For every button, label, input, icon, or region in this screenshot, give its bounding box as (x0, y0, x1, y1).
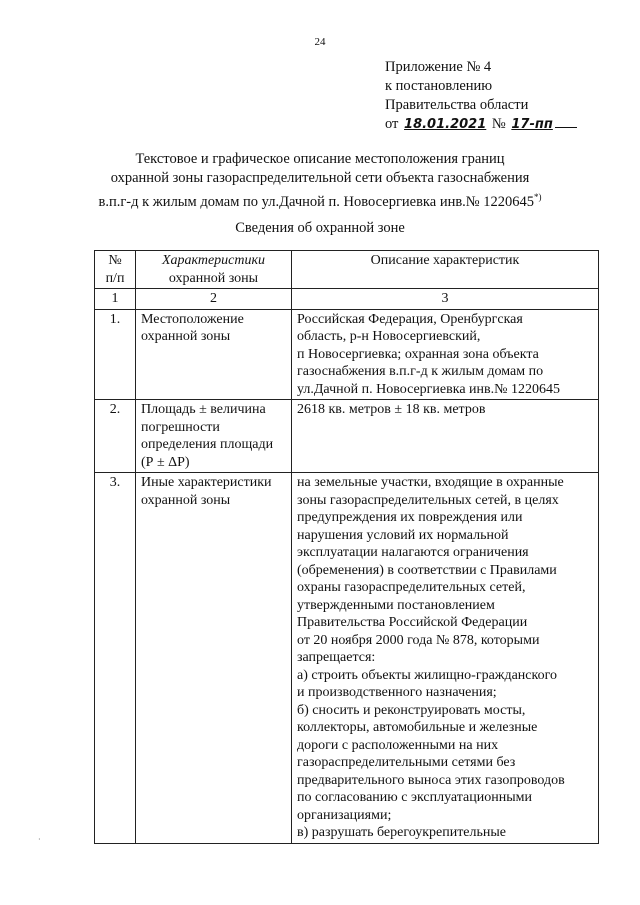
desc-line: утвержденными постановлением (297, 597, 495, 613)
char-line: определения площади (141, 437, 274, 452)
header-num (95, 251, 136, 289)
desc-line: 2618 кв. метров ± 18 кв. метров (297, 402, 486, 417)
char-line: Иные характеристики (141, 475, 272, 490)
page-number: 24 (314, 36, 326, 48)
desc-line: в) разрушать берегоукрепительные (297, 825, 507, 840)
desc-line: организациями; (297, 807, 392, 823)
desc-line: от 20 ноября 2000 года № 878, которыми (297, 632, 540, 648)
desc-line: эксплуатации налагаются ограничения (297, 545, 529, 560)
header-char-line: охранной зоны (168, 270, 259, 286)
desc-line: б) сносить и реконструировать мосты, (297, 702, 526, 718)
section-title: Сведения об охранной зоне (235, 220, 405, 236)
appendix-line: Приложение № 4 (385, 59, 492, 75)
row-number: 3. (95, 473, 136, 844)
appendix-block (385, 58, 577, 134)
char-line: (Р ± ΔР) (141, 454, 190, 470)
desc-line: предварительного выноса этих газопроводов (297, 772, 565, 788)
from-label: от (385, 116, 399, 132)
row-characteristic (136, 309, 292, 400)
row-characteristic (136, 400, 292, 473)
char-line: Местоположение (141, 311, 244, 327)
char-line: Площадь ± величина (141, 402, 266, 417)
desc-line: и производственного назначения; (297, 685, 497, 700)
title-line (0, 188, 640, 212)
margin-mark: · (38, 835, 41, 844)
title-line: Текстовое и графическое описание местоположения границ (135, 151, 505, 167)
desc-line: область, р-н Новосергиевский, (297, 329, 481, 344)
desc-line: на земельные участки, входящие в охранные (297, 475, 564, 490)
header-description: Описание характеристик (292, 251, 599, 289)
desc-line: запрещается: (297, 650, 376, 665)
desc-line: ул.Дачной п. Новосергиевка инв.№ 1220645 (297, 381, 560, 397)
row-number: 2. (95, 400, 136, 473)
char-line: погрешности (141, 419, 220, 435)
row-description (292, 473, 599, 844)
table-index-row (95, 289, 599, 310)
signature-line (555, 115, 577, 128)
table-header-row (95, 251, 599, 289)
appendix-date-line (385, 115, 577, 134)
desc-line: а) строить объекты жилищно-гражданского (297, 667, 557, 683)
index-cell: 1 (95, 289, 136, 310)
number-label: № (491, 116, 506, 132)
index-cell: 3 (292, 289, 599, 310)
table-row (95, 400, 599, 473)
index-cell: 2 (136, 289, 292, 310)
header-characteristics (136, 251, 292, 289)
header-char-line: Характеристики (161, 253, 266, 268)
appendix-line: Правительства области (385, 97, 529, 113)
desc-line: коллекторы, автомобильные и железные (297, 720, 538, 735)
title-line-text: в.п.г-д к жилым домам по ул.Дачной п. Новосергиевка инв.№ 1220645 (98, 193, 535, 210)
desc-line: дороги с расположенными на них (297, 737, 499, 753)
desc-line: зоны газораспределительных сетей, в целях (297, 492, 559, 508)
handwritten-number: 17-пп (511, 117, 553, 132)
header-num-line: № (108, 253, 122, 268)
desc-line: предупреждения их повреждения или (297, 510, 523, 525)
char-line: охранной зоны (141, 492, 231, 508)
title-line: охранной зоны газораспределительной сети объекта газоснабжения (110, 170, 530, 186)
table-row (95, 309, 599, 400)
desc-line: (обременения) в соответствии с Правилами (297, 562, 557, 578)
desc-line: Российская Федерация, Оренбургская (297, 311, 523, 327)
desc-line: газоснабжения в.п.г-д к жилым домам по (297, 364, 544, 379)
row-description (292, 309, 599, 400)
row-characteristic (136, 473, 292, 844)
desc-line: охраны газораспределительных сетей, (297, 580, 526, 595)
row-description (292, 400, 599, 473)
protection-zone-table (94, 250, 599, 844)
table-row (95, 473, 599, 844)
desc-line: п Новосергиевка; охранная зона объекта (297, 346, 539, 362)
row-number: 1. (95, 309, 136, 400)
header-num-line: п/п (105, 270, 125, 286)
desc-line: газораспределительными сетями без (297, 755, 516, 770)
desc-line: Правительства Российской Федерации (297, 615, 528, 630)
appendix-line: к постановлению (385, 78, 493, 94)
desc-line: по согласованию с эксплуатационными (297, 790, 532, 805)
document-title (0, 150, 640, 212)
footnote-mark: *) (534, 192, 542, 202)
char-line: охранной зоны (141, 329, 231, 344)
desc-line: нарушения условий их нормальной (297, 527, 509, 543)
handwritten-date: 18.01.2021 (404, 117, 487, 132)
